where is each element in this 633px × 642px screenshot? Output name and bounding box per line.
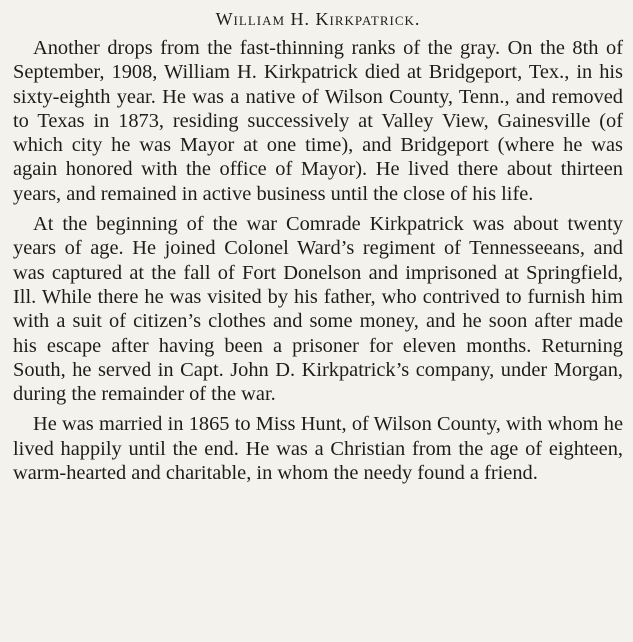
article-title: William H. Kirkpatrick. xyxy=(215,9,421,29)
paragraph-2: At the beginning of the war Comrade Kirkpatrick was about twenty years of age. He joined Colonel Ward’s regiment of Tennesseeans, and was captured at the fall of Fort Donelson and imprisoned at Springfield, Ill. While there he was visited by his father, who contrived to furnish him with a suit of citizen’s clothes and some money, and he soon after made his escape after having been a prisoner for eleven months. Returning South, he served in Capt. John D. Kirkpatrick’s company, under Morgan, during the remainder of the war. xyxy=(13,213,623,406)
paragraph-1: Another drops from the fast-thinning ranks of the gray. On the 8th of September, 1908, William H. Kirkpatrick died at Bridgeport, Tex., in his sixty-eighth year. He was a native of Wilson County, Tenn., and removed to Texas in 1873, residing successively at Valley View, Gainesville (of which city he was Mayor at one time), and Bridgeport (where he was again honored with the office of Mayor). He lived there about thirteen years, and remained in active business until the close of his life. xyxy=(13,37,623,205)
paragraph-3: He was married in 1865 to Miss Hunt, of Wilson County, with whom he lived happily until the end. He was a Christian from the age of eighteen, warm-hearted and charitable, in whom the needy found a friend. xyxy=(13,413,623,485)
